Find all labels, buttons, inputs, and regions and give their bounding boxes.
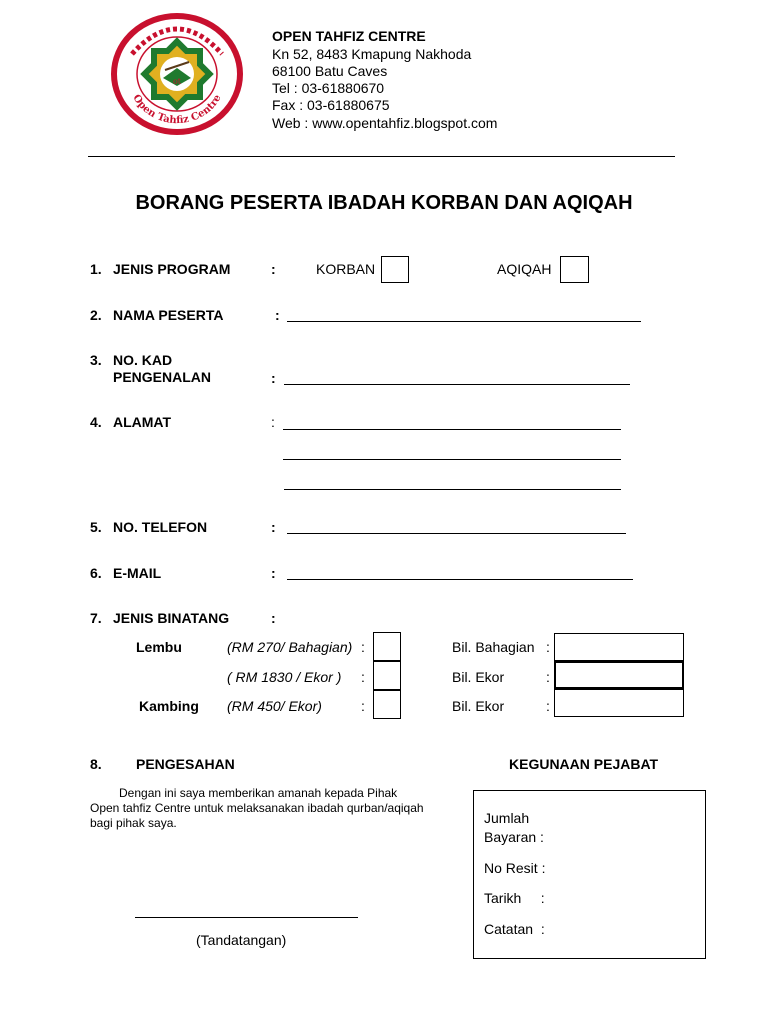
- address-line-2: 68100 Batu Caves: [272, 63, 388, 79]
- field-6-number: 6.: [90, 565, 102, 581]
- lembu-bahagian-checkbox[interactable]: [373, 632, 401, 661]
- fax-line: Fax : 03-61880675: [272, 97, 390, 113]
- aqiqah-checkbox[interactable]: [560, 256, 589, 283]
- bil-bahagian-colon: :: [546, 639, 550, 655]
- price-lembu-ekor: ( RM 1830 / Ekor ): [227, 669, 342, 685]
- form-title: BORANG PESERTA IBADAH KORBAN DAN AQIQAH: [135, 192, 633, 214]
- alamat-field-line-2[interactable]: [283, 459, 621, 460]
- alamat-field-line-1[interactable]: [283, 429, 621, 430]
- row-3-colon: :: [361, 698, 365, 714]
- field-4-colon: :: [271, 414, 275, 430]
- field-3-colon: :: [271, 370, 276, 386]
- header-divider: [88, 156, 675, 157]
- korban-checkbox[interactable]: [381, 256, 409, 283]
- catatan-label: Catatan :: [484, 921, 545, 937]
- bil-ekor-lembu-field[interactable]: [554, 661, 684, 689]
- org-name: OPEN TAHFIZ CENTRE: [272, 28, 426, 44]
- field-6-colon: :: [271, 565, 276, 581]
- field-6-label: E-MAIL: [113, 565, 162, 581]
- address-line-1: Kn 52, 8483 Kmapung Nakhoda: [272, 46, 472, 62]
- field-3-number: 3.: [90, 352, 102, 368]
- option-korban-label: KORBAN: [316, 261, 376, 277]
- field-5-colon: :: [271, 519, 276, 535]
- svg-text:Open Tahfiz Centre: Open Tahfiz Centre: [130, 92, 224, 127]
- no-telefon-field[interactable]: [287, 533, 626, 534]
- field-2-label: NAMA PESERTA: [113, 307, 224, 323]
- office-use-title: KEGUNAAN PEJABAT: [509, 756, 659, 772]
- row-2-colon: :: [361, 669, 365, 685]
- nama-peserta-field[interactable]: [287, 321, 641, 322]
- field-1-number: 1.: [90, 261, 102, 277]
- bil-ekor-kambing-field[interactable]: [554, 689, 684, 717]
- lembu-ekor-checkbox[interactable]: [373, 661, 401, 690]
- field-7-number: 7.: [90, 610, 102, 626]
- pengesahan-text-line-2: Open tahfiz Centre untuk melaksanakan ibadah qurban/aqiqah: [90, 801, 424, 815]
- pengesahan-text-line-1: Dengan ini saya memberikan amanah kepada Pihak: [119, 786, 398, 800]
- email-field[interactable]: [287, 579, 633, 580]
- field-4-number: 4.: [90, 414, 102, 430]
- bil-ekor-label-2: Bil. Ekor: [452, 698, 505, 714]
- signature-line[interactable]: [135, 917, 358, 918]
- bil-ekor-colon-2: :: [546, 698, 550, 714]
- field-5-number: 5.: [90, 519, 102, 535]
- field-1-label: JENIS PROGRAM: [113, 261, 231, 277]
- no-kad-pengenalan-field[interactable]: [284, 384, 630, 385]
- tarikh-label: Tarikh :: [484, 890, 545, 906]
- field-2-number: 2.: [90, 307, 102, 323]
- field-7-colon: :: [271, 610, 276, 626]
- svg-text:ot: ot: [172, 77, 182, 86]
- pengesahan-text-line-3: bagi pihak saya.: [90, 816, 177, 830]
- jumlah-label-line1: Jumlah: [484, 810, 530, 826]
- web-line: Web : www.opentahfiz.blogspot.com: [272, 115, 498, 131]
- field-4-label: ALAMAT: [113, 414, 172, 430]
- bil-ekor-colon-1: :: [546, 669, 550, 685]
- kambing-checkbox[interactable]: [373, 690, 401, 719]
- alamat-field-line-3[interactable]: [284, 489, 621, 490]
- field-7-label: JENIS BINATANG: [113, 610, 230, 626]
- bil-bahagian-field[interactable]: [554, 633, 684, 661]
- price-lembu-bahagian: (RM 270/ Bahagian): [227, 639, 353, 655]
- logo-emblem-icon: [108, 10, 246, 135]
- field-8-label: PENGESAHAN: [136, 756, 235, 772]
- price-kambing: (RM 450/ Ekor): [227, 698, 322, 714]
- bil-bahagian-label: Bil. Bahagian: [452, 639, 535, 655]
- field-3-label-line2: PENGENALAN: [113, 369, 212, 385]
- logo: [108, 10, 246, 135]
- field-3-label-line1: NO. KAD: [113, 352, 173, 368]
- jumlah-label-line2: Bayaran :: [484, 829, 544, 845]
- tel-line: Tel : 03-61880670: [272, 80, 385, 96]
- row-1-colon: :: [361, 639, 365, 655]
- animal-kambing-label: Kambing: [139, 698, 199, 714]
- field-5-label: NO. TELEFON: [113, 519, 208, 535]
- bil-ekor-label-1: Bil. Ekor: [452, 669, 505, 685]
- no-resit-label: No Resit :: [484, 860, 546, 876]
- signature-caption: (Tandatangan): [196, 932, 287, 948]
- field-2-colon: :: [275, 307, 280, 323]
- field-8-number: 8.: [90, 756, 102, 772]
- field-1-colon: :: [271, 261, 276, 277]
- animal-lembu-label: Lembu: [136, 639, 182, 655]
- option-aqiqah-label: AQIQAH: [497, 261, 552, 277]
